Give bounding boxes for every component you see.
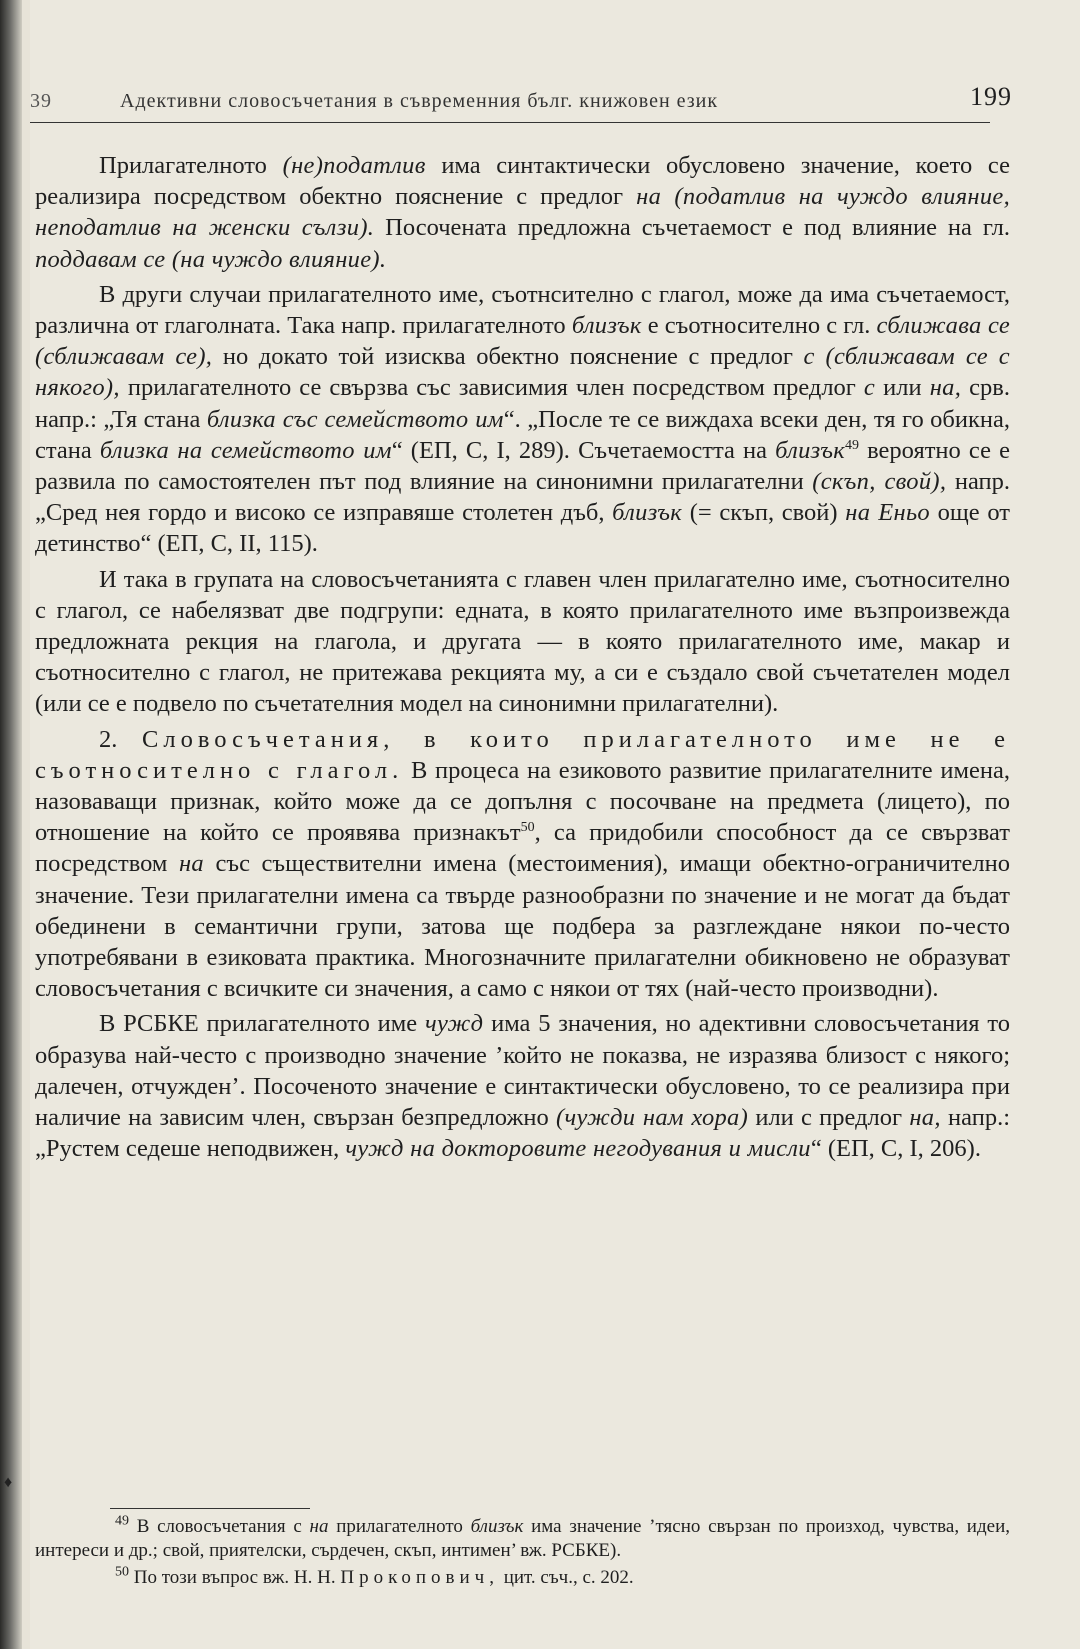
paragraph-1: Прилагателното (не)податлив има синтактически обусловено значение, което се реализира посредством обектно пояснение с предлог на (податлив на чуждо влияние, неподатлив на женски сълзи). Посочената предложна съчетаемост е под влияние на гл. поддавам се (на чуждо влияние).: [35, 152, 1010, 273]
body-text: [35, 150, 1010, 1169]
paragraph-3: И така в групата на словосъчетанията с главен член прилагателно име, съотносително с глагол, се набелязват две подгрупи: едната, в която прилагателното име възпроизвежда предложната рекция на глагола, и другата — в която прилагателното име, макар и съотносително с глагол, не притежава рекцията му, а си е създало свой съчетателен модел (или се е подвело по съчетателния модел на синонимни прилагателни).: [35, 565, 1010, 718]
book-spine-shadow: [0, 0, 22, 1649]
footnote-ref-49: 49: [844, 437, 859, 453]
left-page-number: 39: [30, 90, 52, 112]
header-rule: [30, 122, 990, 123]
running-head: Адективни словосъчетания в съвременния бълг. книжовен език: [120, 90, 719, 112]
footnote-50: $^{50}$ По този въпрос вж. Н. Н. Прокопович, цит. съч., с. 202.: [115, 1564, 634, 1588]
footnote-ref-50: 50: [520, 820, 535, 836]
paragraph-4: 2. Словосъчетания, в които прилагателното име не е съотносително с глагол. В процеса на езиковото развитие прилагателните имена, назоваващи признак, който може да се допълня с посочване на предмета (лицето), по отношение на който се проявява признакът$^{50}$, са придобили способност да се свързват посредством на със съществителни имена (местоимения), имащи обектно-ограничително значение. Тези прилагателни имена са твърде разнообразни по значение и не могат да бъдат обединени в семантични групи, затова ще подбера за разглеждане някои по-често употребявани в езиковата практика. Многозначните прилагателни обикновено не образуват словосъчетания с всичките си значения, а само с някои от тях (най-често производни).: [35, 725, 1011, 1003]
margin-mark-icon: ♦: [4, 1474, 13, 1491]
paragraph-2: В други случаи прилагателното име, съотнсително с глагол, може да има съчетаемост, различна от глаголната. Така напр. прилагателното близък е съотносително с гл. сближава се (сближавам се), но докато той изисква обектно пояснение с предлог с (сближавам се с някого), прилагателното се свързва със зависимия член посредством предлог с или на, срв. напр.: „Тя стана близка със семейството им“. „После те се виждаха всеки ден, тя го обикна, стана близка на семейството им“ (ЕП, С, I, 289). Съчетаемостта на близък$^{49}$ вероятно се е развила по самостоятелен път под влияние на синонимни прилагателни (скъп, свой), напр. „Сред нея гордо и високо се изправяше столетен дъб, близък (= скъп, свой) на Еньо още от детинство“ (ЕП, С, II, 115).: [35, 280, 1011, 558]
paragraph-5: В РСБКЕ прилагателното име чужд има 5 значения, но адективни словосъчетания то образува най-често с производно значение ’който не показва, не изразява близост с някого; далечен, отчужден’. Посоченото значение е синтактически обусловено, то се реализира при наличие на зависим член, свързан безпредложно (чужди нам хора) или с предлог на, напр.: „Рустем седеше неподвижен, чужд на докторовите негодувания и мисли“ (ЕП, С, I, 206).: [35, 1010, 1010, 1163]
footnote-rule: [110, 1508, 310, 1509]
page-number: 199: [970, 82, 1012, 111]
page-header: [30, 80, 1040, 120]
footnotes: [35, 1515, 1010, 1593]
footnote-49: $^{49}$ В словосъчетания с на прилагателното близък има значение ’тясно свързан по произход, чувства, идеи, интереси и др.; свой, приятелски, сърдечен, скъп, интимен’ вж. РСБКЕ).: [35, 1513, 1010, 1561]
document-page: [30, 0, 1080, 1649]
